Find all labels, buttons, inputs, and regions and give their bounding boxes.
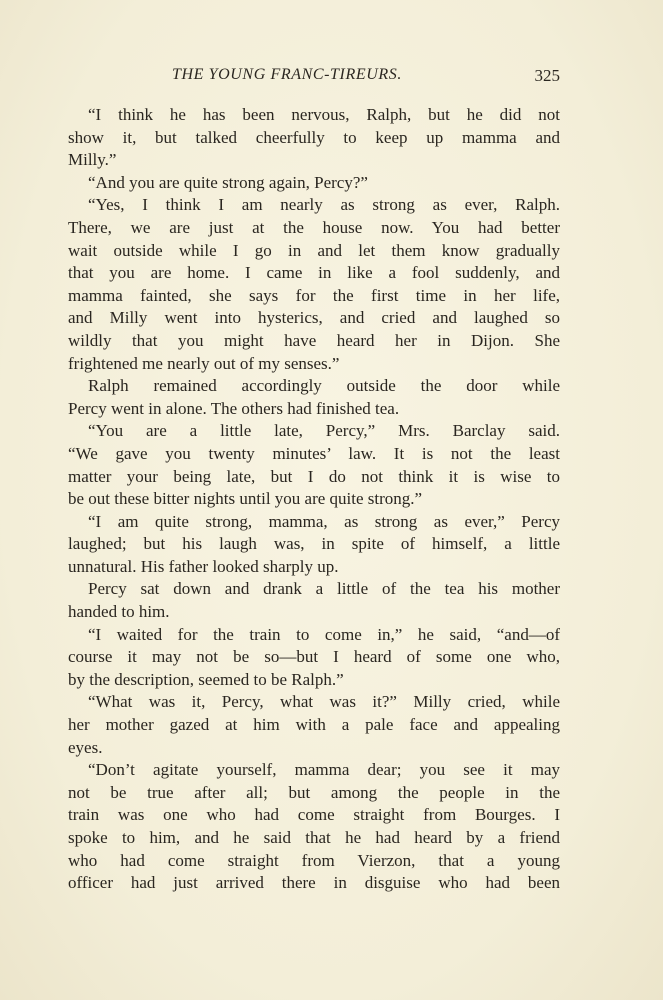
text-line: mamma fainted, she says for the first time in her life,	[68, 285, 560, 305]
running-title: THE YOUNG FRANC-TIREURS.	[172, 66, 402, 83]
text-line: laughed; but his laugh was, in spite of himself, a little	[68, 534, 560, 554]
text-line: There, we are just at the house now. You had better	[68, 217, 560, 237]
text-line: spoke to him, and he said that he had heard by a friend	[68, 828, 560, 847]
text-line: course it may not be so—but I heard of some one who,	[68, 647, 560, 667]
text-line: Ralph remained accordingly outside the door while	[88, 376, 560, 396]
text-line: be out these bitter nights until you are quite strong.”	[68, 489, 423, 509]
text-line: “Don’t agitate yourself, mamma dear; you see it may	[88, 760, 560, 780]
text-line: by the description, seemed to be Ralph.”	[68, 669, 344, 689]
text-line: “I waited for the train to come in,” he said, “and—of	[88, 624, 560, 644]
text-line: officer had just arrived there in disguise who had been	[68, 873, 560, 893]
text-line: matter your being late, but I do not think it is wise to	[68, 466, 560, 486]
text-line: and Milly went into hysterics, and cried and laughed so	[68, 308, 560, 328]
text-line: that you are home. I came in like a fool suddenly, and	[68, 263, 560, 283]
text-line: unnatural. His father looked sharply up.	[68, 556, 339, 576]
text-line: Percy went in alone. The others had finished tea.	[68, 398, 400, 418]
text-line: “And you are quite strong again, Percy?”	[88, 172, 368, 192]
text-line: “What was it, Percy, what was it?” Milly cried, while	[88, 692, 560, 712]
text-line: train was one who had come straight from Bourges. I	[68, 805, 560, 825]
running-header	[68, 66, 560, 90]
text-line: who had come straight from Vierzon, that a young	[68, 850, 560, 870]
text-line: Percy sat down and drank a little of the tea his mother	[88, 579, 560, 599]
text-line: Milly.”	[68, 150, 117, 170]
text-line: “Yes, I think I am nearly as strong as ever, Ralph.	[88, 195, 560, 215]
text-line: “We gave you twenty minutes’ law. It is not the least	[68, 443, 560, 463]
text-line: wildly that you might have heard her in Dijon. She	[68, 330, 560, 350]
page-number: 325	[534, 66, 560, 85]
text-line: show it, but talked cheerfully to keep up mamma and	[68, 127, 560, 147]
text-line: frightened me nearly out of my senses.”	[68, 353, 340, 373]
text-line: “I think he has been nervous, Ralph, but he did not	[88, 105, 560, 124]
text-line: eyes.	[68, 737, 103, 757]
text-line: “I am quite strong, mamma, as strong as ever,” Percy	[88, 511, 560, 531]
text-line: wait outside while I go in and let them know gradually	[68, 240, 560, 260]
text-line: “You are a little late, Percy,” Mrs. Barclay said.	[88, 421, 560, 441]
text-line: handed to him.	[68, 602, 170, 622]
body-text	[68, 104, 560, 895]
text-line: not be true after all; but among the people in the	[68, 782, 560, 802]
text-line: her mother gazed at him with a pale face and appealing	[68, 715, 560, 735]
